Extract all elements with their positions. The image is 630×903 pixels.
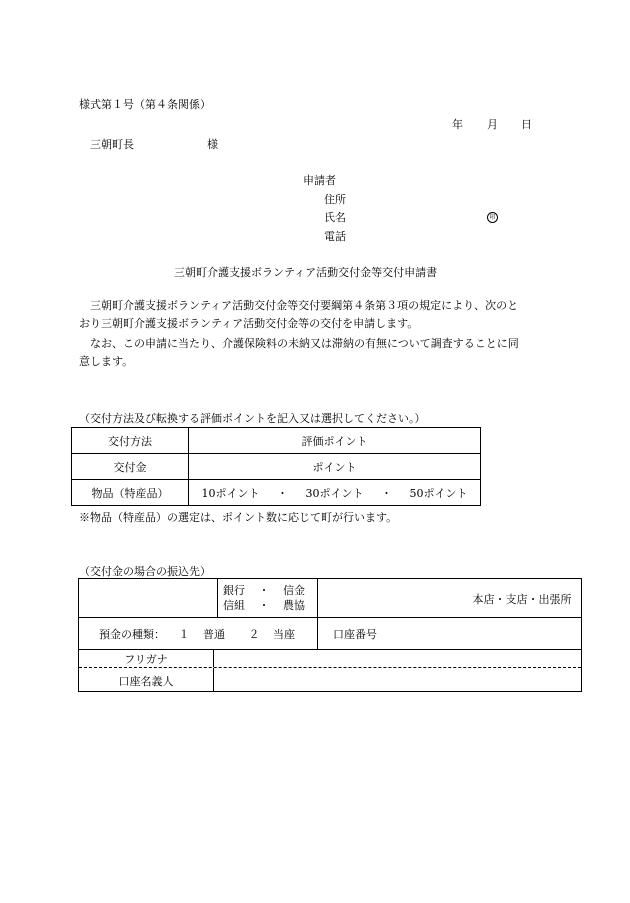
deposit-current[interactable]: 当座	[273, 628, 295, 641]
institution-types	[223, 583, 305, 613]
deposit-type	[99, 626, 295, 642]
points-table	[71, 427, 481, 506]
option1-number: １	[178, 628, 190, 641]
account-holder-label: 口座名義人	[118, 675, 174, 688]
furigana-input[interactable]	[214, 649, 581, 667]
phone-label: 電話	[324, 230, 346, 243]
name-label: 氏名	[324, 211, 346, 224]
para1-line1: 三朝町介護支援ボランティア活動交付金等交付要綱第４条第３項の規定により、次のと	[90, 299, 519, 312]
type-shinkin[interactable]: 信金	[283, 584, 305, 597]
divider	[217, 579, 218, 617]
para2-line2: 意します。	[79, 355, 134, 368]
bank-row	[79, 579, 581, 618]
bank-name-input[interactable]	[79, 579, 217, 617]
deposit-row	[79, 617, 581, 650]
document-title: 三朝町介護支援ボランティア活動交付金等交付申請書	[174, 266, 438, 279]
honorific: 様	[207, 138, 218, 151]
account-holder-input[interactable]	[214, 668, 581, 691]
deposit-type-label: 預金の種類：	[99, 628, 165, 641]
header-points: 評価ポイント	[189, 428, 481, 454]
option-separator-2: ・	[381, 486, 392, 500]
dot: ・	[258, 599, 270, 612]
option2-number: ２	[248, 628, 260, 641]
addressee: 三朝町長	[90, 138, 134, 151]
account-holder-row	[79, 668, 581, 691]
row2-options	[189, 480, 481, 506]
furigana-row	[79, 649, 581, 668]
row2-method: 物品（特産品）	[72, 480, 189, 506]
branch-types[interactable]: 本店・支店・出張所	[472, 593, 572, 606]
account-number-label: 口座番号	[333, 628, 377, 641]
seal-mark	[487, 209, 498, 223]
type-nokyo[interactable]: 農協	[283, 599, 305, 612]
date-year-label: 年	[452, 118, 463, 131]
deposit-ordinary[interactable]: 普通	[203, 628, 225, 641]
bank-caption: （交付金の場合の振込先）	[79, 565, 211, 578]
seal-icon: 印	[487, 212, 498, 223]
points-instruction: （交付方法及び転換する評価ポイントを記入又は選択してください。）	[79, 412, 426, 425]
option-separator-1: ・	[277, 486, 288, 500]
branch-name-input[interactable]	[318, 579, 463, 617]
body-paragraph-2	[79, 335, 519, 371]
furigana-label: フリガナ	[124, 653, 168, 666]
address-label: 住所	[324, 193, 346, 206]
para2-line1: なお、この申請に当たり、介護保険料の未納又は滞納の有無について調査することに同	[90, 337, 519, 350]
type-bank[interactable]: 銀行	[223, 584, 245, 597]
bank-table	[78, 578, 582, 692]
account-number-input[interactable]	[389, 617, 581, 649]
type-shinkumi[interactable]: 信組	[223, 599, 245, 612]
date-day-label: 日	[521, 118, 532, 131]
option-10-points[interactable]: 10ポイント	[201, 486, 260, 500]
points-note: ※物品（特産品）の選定は、ポイント数に応じて町が行います。	[79, 511, 398, 524]
dot: ・	[258, 584, 270, 597]
para1-line2: おり三朝町介護支援ボランティア活動交付金等の交付を申請します。	[79, 317, 419, 330]
option-50-points[interactable]: 50ポイント	[409, 486, 468, 500]
divider	[317, 617, 318, 649]
option-30-points[interactable]: 30ポイント	[305, 486, 364, 500]
applicant-label: 申請者	[303, 174, 336, 187]
form-number: 様式第１号（第４条関係）	[79, 98, 211, 111]
row1-value[interactable]: ポイント	[189, 454, 481, 480]
date-month-label: 月	[487, 118, 498, 131]
row1-method: 交付金	[72, 454, 189, 480]
header-method: 交付方法	[72, 428, 189, 454]
body-paragraph-1	[79, 297, 518, 333]
